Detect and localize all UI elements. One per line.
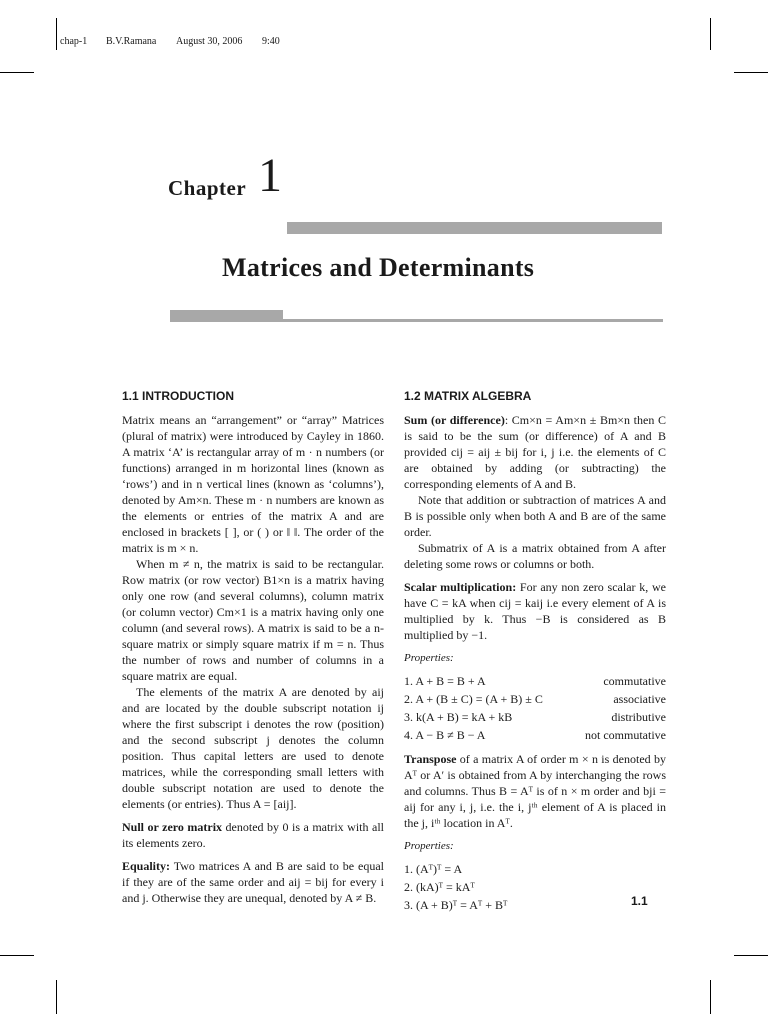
right-column: [404, 412, 666, 914]
section-heading-introduction: 1.1 INTRODUCTION: [122, 389, 235, 403]
transpose-text: of a matrix A of order m × n is denoted by Aᵀ or A′ is obtained from A by interchanging the rows and columns. Thus B = Aᵀ is of n × m order and bji = aij for any i, j, i.e. the i, jᵗʰ element of A is placed in the j, iᵗʰ location in Aᵀ.: [404, 752, 666, 830]
header-date: August 30, 2006: [176, 36, 243, 47]
properties-label: Properties:: [404, 652, 454, 664]
header-author: B.V.Ramana: [106, 36, 157, 47]
header-chap: chap-1: [60, 36, 88, 47]
property-item: 1. (Aᵀ)ᵀ = A: [404, 862, 463, 876]
chapter-label: Chapter: [168, 176, 247, 200]
rectangular-paragraph: When m ≠ n, the matrix is said to be rectangular. Row matrix (or row vector) B1×n is a matrix having only one row (and several columns), column matrix (or column vector) Cm×1 is a matrix having only one column (and several rows). A matrix is said to be a n-square matrix or simply square matrix if m = n. Thus the number of rows and number of columns in a square matrix are equal.: [122, 557, 384, 683]
chapter-title: Matrices and Determinants: [222, 253, 535, 282]
crop-mark: [734, 72, 768, 73]
left-column: [122, 412, 384, 906]
property-row: [404, 690, 666, 708]
null-matrix-paragraph: [122, 819, 384, 851]
properties-label: Properties:: [404, 840, 454, 852]
scalar-text: For any non zero scalar k, we have C = kA when cij = kaij i.e every element of A is multiplied by k. Thus −B is considered as B multiplied by −1.: [404, 580, 666, 642]
header-time: 9:40: [262, 36, 280, 47]
equality-paragraph: [122, 858, 384, 906]
property-item: 2. (kA)ᵀ = kAᵀ: [404, 880, 475, 894]
chapter-number: 1: [258, 149, 282, 202]
null-matrix-heading: Null or zero matrix: [122, 820, 223, 834]
transpose-paragraph: [404, 751, 666, 831]
crop-mark: [56, 18, 57, 50]
scalar-heading: Scalar multiplication:: [404, 580, 517, 594]
crop-mark: [710, 980, 711, 1014]
property-expr: 4. A − B ≠ B − A: [404, 728, 486, 742]
null-matrix-text: denoted by 0 is a matrix with all its elements zero.: [122, 820, 384, 850]
crop-mark: [56, 980, 57, 1014]
properties-list: [404, 672, 666, 744]
crop-mark: [0, 955, 34, 956]
transpose-heading: Transpose: [404, 752, 457, 766]
decorative-bar: [287, 222, 662, 234]
property-expr: 2. A + (B ± C) = (A + B) ± C: [404, 692, 543, 706]
scalar-paragraph: [404, 579, 666, 643]
property-note: commutative: [603, 674, 666, 688]
elements-paragraph: The elements of the matrix A are denoted by aij and are located by the double subscript notation ij where the first subscript i denotes the row (position) and the second subscript j denotes the column position. Thus capital letters are used to denote matrices, while the corresponding small letters with double subscript notation are used to denote the elements (or entries). Thus A = [aij].: [122, 685, 384, 811]
intro-paragraph: Matrix means an “arrangement” or “array” Matrices (plural of matrix) were introduced by Cayley in 1860. A matrix ‘A’ is rectangular array of m · n numbers (or functions) arranged in m horizontal lines (known as ‘rows’) and in n vertical lines (known as ‘columns’), denoted by Am×n. These m · n numbers are known as the elements or entries of the matrix A and are enclosed in brackets [ ], or ( ) or ‖ ‖. The order of the matrix is m × n.: [122, 413, 384, 555]
note-paragraph: Note that addition or subtraction of matrices A and B is possible only when both A and B are of the same order.: [404, 493, 666, 539]
section-heading-matrix-algebra: 1.2 MATRIX ALGEBRA: [404, 389, 532, 403]
property-expr: 3. k(A + B) = kA + kB: [404, 710, 513, 724]
sum-heading: Sum (or difference): [404, 413, 505, 427]
property-note: associative: [613, 692, 666, 706]
property-row: [404, 672, 666, 690]
sum-paragraph: [404, 412, 666, 492]
property-expr: 1. A + B = B + A: [404, 674, 486, 688]
page-number: 1.1: [631, 894, 648, 908]
crop-mark: [0, 72, 34, 73]
property-row: [404, 726, 666, 744]
submatrix-paragraph: Submatrix of A is a matrix obtained from A after deleting some rows or columns or both.: [404, 541, 666, 571]
equality-heading: Equality:: [122, 859, 171, 873]
sum-text: : Cm×n = Am×n ± Bm×n then C is said to be the sum (or difference) of A and B provided cij = aij ± bij for i, j i.e. the elements of C are obtained by adding (or subtracting) the corresponding elements of A and B.: [404, 413, 666, 491]
crop-mark: [734, 955, 768, 956]
property-item: 3. (A + B)ᵀ = Aᵀ + Bᵀ: [404, 898, 508, 912]
decorative-bar: [170, 310, 283, 322]
property-note: not commutative: [585, 728, 666, 742]
property-note: distributive: [611, 710, 666, 724]
decorative-rule: [283, 319, 663, 322]
property-row: [404, 708, 666, 726]
equality-text: Two matrices A and B are said to be equal if they are of the same order and aij = bij for every i and j. Otherwise they are unequal, denoted by A ≠ B.: [122, 859, 384, 905]
crop-mark: [710, 18, 711, 50]
